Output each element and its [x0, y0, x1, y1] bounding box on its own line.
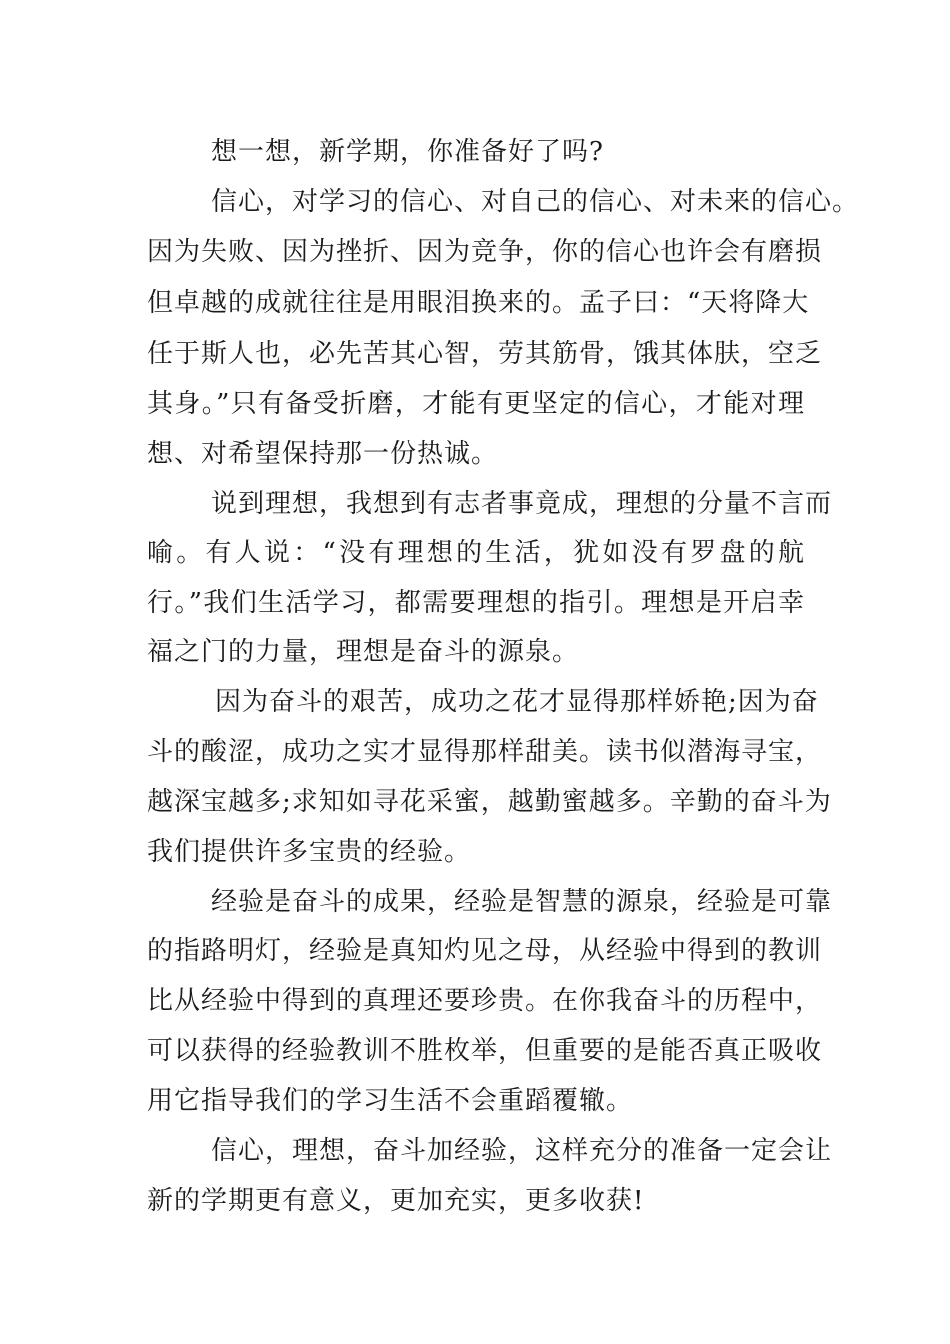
text-line: 用它指导我们的学习生活不会重蹈覆辙。: [147, 1086, 634, 1116]
text-line: 行。”我们生活学习，都需要理想的指引。理想是开启幸: [147, 588, 805, 618]
text-line: 福之门的力量，理想是奋斗的源泉。: [147, 637, 580, 667]
text-line: 斗的酸涩，成功之实才显得那样甜美。读书似潜海寻宝，: [147, 737, 823, 767]
text-line: 新的学期更有意义，更加充实，更多收获!: [147, 1186, 645, 1216]
text-line: 我们提供许多宝贵的经验。: [147, 837, 472, 867]
text-line: 信心，对学习的信心、对自己的信心、对未来的信心。: [211, 187, 860, 217]
text-line: 可以获得的经验教训不胜枚举，但重要的是能否真正吸收: [147, 1036, 823, 1066]
text-line: 信心，理想，奋斗加经验，这样充分的准备一定会让: [211, 1136, 833, 1166]
text-line: 任于斯人也，必先苦其心智，劳其筋骨，饿其体肤，空乏: [147, 339, 823, 369]
text-line: 但卓越的成就往往是用眼泪换来的。孟子曰：“天将降大: [147, 288, 810, 318]
text-line: 因为失败、因为挫折、因为竞争，你的信心也许会有磨损: [147, 237, 823, 267]
text-line: 因为奋斗的艰苦，成功之花才显得那样娇艳;因为奋: [215, 687, 819, 717]
text-line: 喻。有人说：“没有理想的生活，犹如没有罗盘的航: [147, 538, 805, 568]
text-line: 想、对希望保持那一份热诚。: [147, 439, 499, 469]
text-line: 比从经验中得到的真理还要珍贵。在你我奋斗的历程中，: [147, 986, 823, 1016]
text-line: 经验是奋斗的成果，经验是智慧的源泉，经验是可靠: [211, 887, 833, 917]
text-line: 越深宝越多;求知如寻花采蜜，越勤蜜越多。辛勤的奋斗为: [147, 787, 832, 817]
text-line: 想一想，新学期，你准备好了吗?: [211, 137, 604, 167]
text-line: 的指路明灯，经验是真知灼见之母，从经验中得到的教训: [147, 936, 823, 966]
text-line: 其身。”只有备受折磨，才能有更坚定的信心，才能对理: [147, 389, 805, 419]
text-line: 说到理想，我想到有志者事竟成，理想的分量不言而: [211, 489, 833, 519]
